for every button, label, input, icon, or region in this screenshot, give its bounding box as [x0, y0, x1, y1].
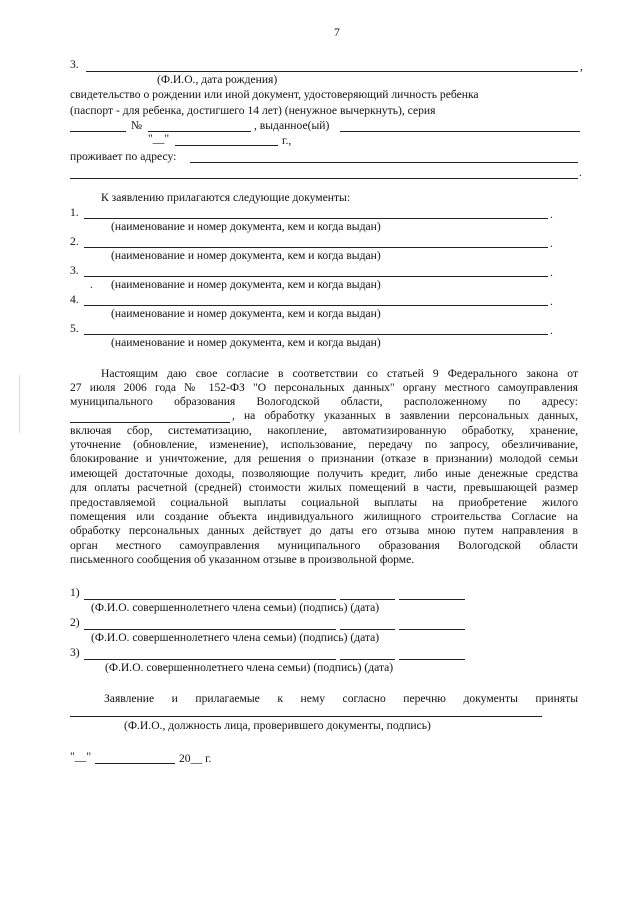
attachment-end: . [550, 208, 553, 221]
consent-line: имеющей достаточные доходы, позволяющие получить кредит, либо иные денежные средства [70, 467, 578, 480]
signature-fio-line [84, 599, 336, 600]
signature-caption: (Ф.И.О. совершеннолетнего члена семьи) (подпись) (дата) [91, 631, 380, 644]
person-fio-caption: (Ф.И.О., дата рождения) [157, 73, 278, 86]
attachments-intro: К заявлению прилагаются следующие документы: [101, 191, 351, 204]
signature-fio-line [84, 659, 336, 660]
address-field-line-2 [70, 178, 578, 179]
consent-line: обработку персональных данных действует до даты его отзыва мною путем направления в [70, 524, 578, 537]
scan-margin-mark [19, 375, 20, 433]
consent-line: орган местного самоуправления муниципального образования Вологодской области [70, 539, 578, 552]
attachment-caption: (наименование и номер документа, кем и когда выдан) [111, 220, 381, 233]
final-date-line [95, 763, 175, 764]
address-label: проживает по адресу: [70, 150, 177, 163]
attachment-line [84, 334, 548, 335]
page-number: 7 [334, 26, 340, 39]
consent-line: предоставляемой социальной выплаты социальной выплаты на приобретение жилого [70, 496, 578, 509]
attachment-caption: (наименование и номер документа, кем и когда выдан) [111, 336, 381, 349]
signature-caption: (Ф.И.О. совершеннолетнего члена семьи) (подпись) (дата) [91, 601, 380, 614]
signature-sign-line [340, 659, 395, 660]
consent-line: 27 июля 2006 года № 152-ФЗ "О персональных данных" органу местного самоуправления [70, 381, 578, 394]
attachment-caption: (наименование и номер документа, кем и когда выдан) [111, 278, 381, 291]
consent-line: для оплаты расчетной (средней) стоимости жилых помещений в части, превышающей размер [70, 481, 578, 494]
issue-date-field-line [175, 145, 278, 146]
attachment-line [84, 276, 548, 277]
attachment-end: . [550, 324, 553, 337]
document-text-line: (паспорт - для ребенка, достигшего 14 лет) (ненужное вычеркнуть), серия [70, 104, 436, 117]
signature-sign-line [340, 629, 395, 630]
attachment-caption: (наименование и номер документа, кем и когда выдан) [111, 307, 381, 320]
issue-year-suffix: г., [282, 134, 292, 147]
signature-caption: (Ф.И.О. совершеннолетнего члена семьи) (подпись) (дата) [105, 661, 394, 674]
acceptance-signature-line [70, 716, 542, 717]
consent-line: помещения или создание объекта индивидуального жилищного строительства Согласие на [70, 510, 578, 523]
signature-sign-line [340, 599, 395, 600]
attachment-number: 2. [70, 235, 79, 248]
attachment-line [84, 247, 548, 248]
issued-by-field-line [340, 131, 580, 132]
address-field-line [190, 162, 578, 163]
number-label: № [131, 119, 143, 132]
attachment-end: . [550, 295, 553, 308]
attachment-caption: (наименование и номер документа, кем и когда выдан) [111, 249, 381, 262]
issued-label: , выданное(ый) [254, 119, 330, 132]
signature-fio-line [84, 629, 336, 630]
signature-date-line [399, 659, 465, 660]
signature-date-line [399, 599, 465, 600]
consent-line: Настоящим даю свое согласие в соответствии со статьей 9 Федерального закона от [101, 367, 578, 380]
consent-line: включая сбор, систематизацию, накопление, автоматизированную обработку, хранение, [70, 424, 578, 437]
stray-mark: . [90, 278, 93, 291]
attachment-end: . [550, 237, 553, 250]
signature-number: 2) [70, 616, 80, 629]
attachment-number: 1. [70, 206, 79, 219]
consent-line: письменного сообщения об указанном отзыве в произвольной форме. [70, 553, 415, 566]
person-fio-line [86, 71, 578, 72]
person-fio-trail: , [580, 60, 583, 73]
address-end: . [579, 166, 582, 179]
attachment-line [84, 305, 548, 306]
series-field-line [70, 131, 126, 132]
signature-number: 3) [70, 646, 80, 659]
consent-line: , на обработку указанных в заявлении персональных данных, [232, 409, 578, 422]
final-date-quotes: "__" [70, 750, 92, 763]
attachment-end: . [550, 266, 553, 279]
final-date-year: 20__ г. [179, 752, 212, 765]
attachment-number: 4. [70, 293, 79, 306]
acceptance-text: Заявление и прилагаемые к нему согласно перечню документы приняты [104, 692, 578, 705]
signature-date-line [399, 629, 465, 630]
acceptance-caption: (Ф.И.О., должность лица, проверившего документы, подпись) [124, 719, 431, 732]
person-number: 3. [70, 58, 79, 71]
consent-address-field-line [70, 422, 230, 423]
issue-date-quotes: "__" [148, 132, 170, 145]
signature-number: 1) [70, 586, 80, 599]
attachment-number: 5. [70, 322, 79, 335]
attachment-line [84, 218, 548, 219]
document-text-line: свидетельство о рождении или иной документ, удостоверяющий личность ребенка [70, 88, 479, 101]
attachment-number: 3. [70, 264, 79, 277]
consent-line: уточнение (обновление, изменение), использование, передачу по запросу, обезличивание, [70, 438, 578, 451]
consent-line: муниципального образования Вологодской области, расположенному по адресу: [70, 395, 578, 408]
consent-line: блокирование и уничтожение, для решения о признании (отказе в признании) молодой семьи [70, 452, 578, 465]
